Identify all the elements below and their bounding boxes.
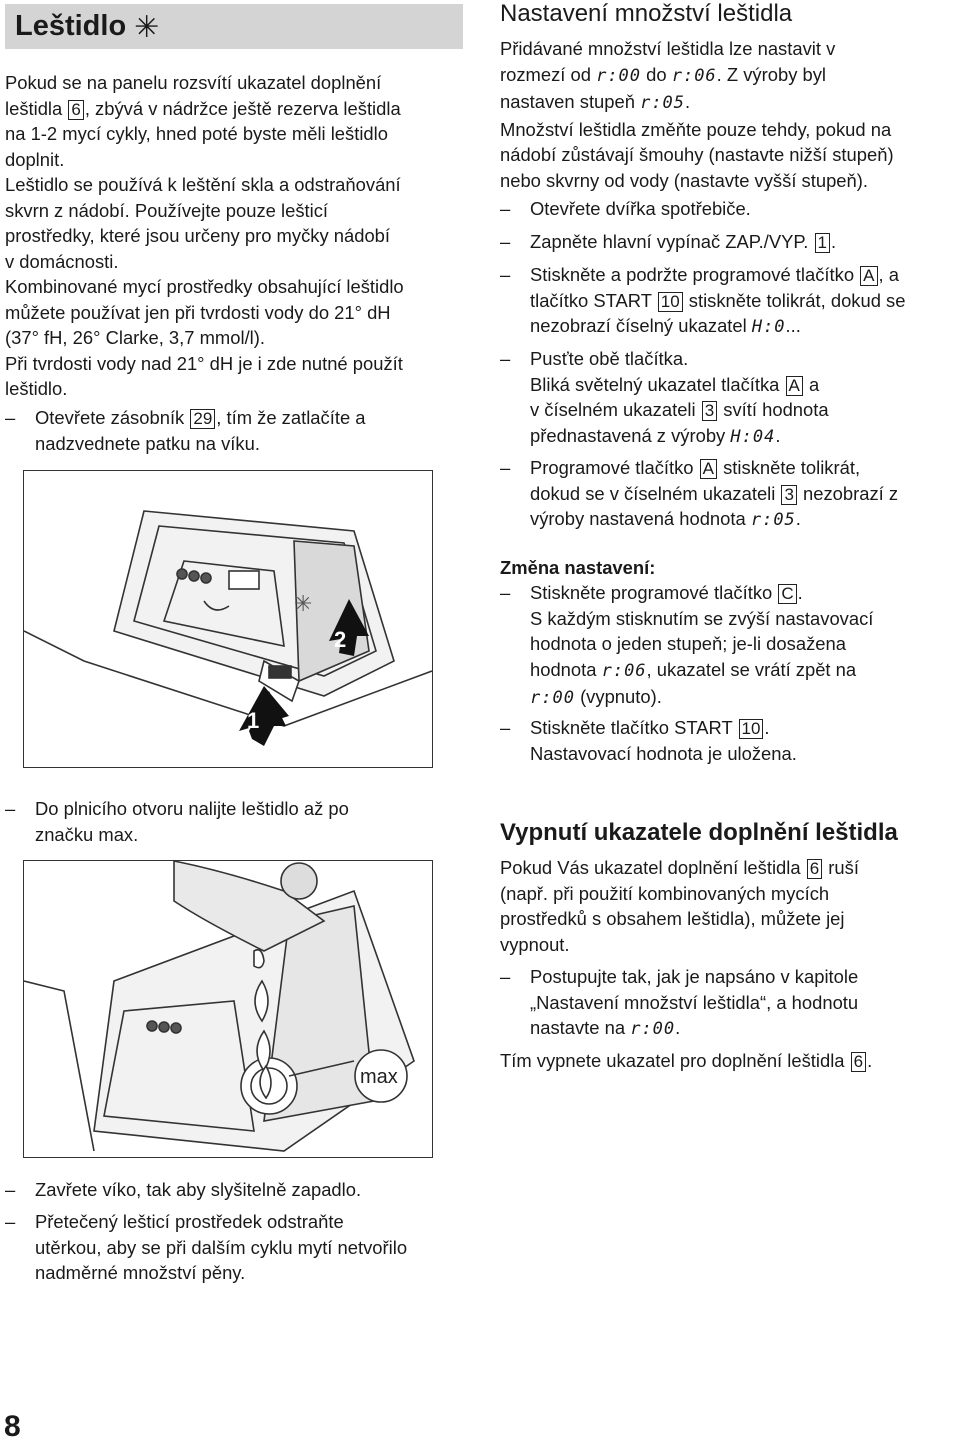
step-follow-chapter: – Postupujte tak, jak je napsáno v kapitole „Nastavení množství leštidla“, a hodnotu nastavte na r:00. bbox=[500, 966, 859, 1039]
max-mark-label: max bbox=[360, 1066, 398, 1088]
step-close-lid: – Zavřete víko, tak aby slyšitelně zapadlo. bbox=[5, 1179, 362, 1200]
sparkle-icon: ✳ bbox=[294, 592, 313, 617]
disable-intro: Pokud Vás ukazatel doplnění leštidla 6 ruší (např. při použití kombinovaných mycích prostředků s obsahem leštidla), můžete jej vypnout. bbox=[500, 857, 859, 955]
fig1-label-2: 2 bbox=[334, 627, 347, 652]
heading-disable-indicator: Vypnutí ukazatele doplnění leštidla bbox=[500, 819, 898, 846]
step-press-start: – Stiskněte tlačítko START 10 . Nastavovací hodnota je uložena. bbox=[500, 717, 797, 764]
page-number: 8 bbox=[4, 1410, 21, 1443]
display-value: r:06 bbox=[671, 65, 717, 86]
section-title: Leštidlo ✳ bbox=[5, 4, 463, 50]
fill-illustration bbox=[24, 861, 432, 1157]
disable-result: Tím vypnete ukazatel pro doplnění leštidla 6 . bbox=[500, 1050, 873, 1071]
step-release-buttons: – Pusťte obě tlačítka. Bliká světelný ukazatel tlačítka A a v číselném ukazateli 3 svítí hodnota přednastavená z výroby H:04. bbox=[500, 348, 829, 447]
heading-setting-amount: Nastavení množství leštidla bbox=[500, 0, 793, 27]
step-open-door: – Otevřete dvířka spotřebiče. bbox=[500, 198, 751, 219]
figure-fill-rinse-aid bbox=[23, 860, 433, 1158]
step-wipe-spill: – Přetečený lešticí prostředek odstraňte utěrkou, aby se při dalším cyklu mytí netvořilo nadměrné množství pěny. bbox=[5, 1211, 408, 1283]
display-value: r:05 bbox=[640, 93, 686, 113]
setting-intro: Přidávané množství leštidla lze nastavit v rozmezí od r:00 do r:06. Z výroby byl nastaven stupeň r:05. Množství leštidla změňte pouze tehdy, pokud na nádobí zůstávají šmouhy (nastavte nižší stupeň) nebo skvrny od vody (nastavte vyšší stupeň). bbox=[500, 38, 894, 191]
figure-open-dispenser bbox=[23, 470, 433, 768]
heading-change-setting: Změna nastavení: bbox=[500, 557, 656, 578]
step-main-switch: – Zapněte hlavní vypínač ZAP./VYP. 1 . bbox=[500, 231, 837, 252]
dispenser-illustration bbox=[24, 471, 432, 767]
step-fill-rinse-aid: – Do plnicího otvoru nalijte leštidlo až po značku max. bbox=[5, 798, 349, 845]
section-title-bar bbox=[5, 4, 463, 49]
rinse-aid-icon: ✳ bbox=[134, 11, 160, 44]
display-value: r:00 bbox=[596, 65, 642, 86]
indicator-ref-6: 6 bbox=[68, 100, 83, 120]
step-press-c: – Stiskněte programové tlačítko C . S každým stisknutím se zvýší nastavovací hodnota o jeden stupeň; je-li dosažena hodnota r:06, ukazatel se vrátí zpět na r:00 (vypnuto). bbox=[500, 582, 874, 708]
step-press-a-repeatedly: – Programové tlačítko A stiskněte tolikrát, dokud se v číselném ukazateli 3 nezobrazí z výroby nastavená hodnota r:05. bbox=[500, 457, 899, 530]
intro-paragraph: Pokud se na panelu rozsvítí ukazatel doplnění leštidla 6 , zbývá v nádržce ještě rezerva leštidla na 1-2 mycí cykly, hned poté byste měli leštidlo doplnit. Leštidlo se používá k leštění skla a odstraňování skvrn z nádobí. Používejte pouze lešticí prostředky, které jsou určeny pro myčky nádobí v domácnosti. Kombinované mycí prostředky obsahující leštidlo můžete používat jen při tvrdosti vody do 21° dH (37° fH, 26° Clarke, 3,7 mmol/l). Při tvrdosti vody nad 21° dH je i zde nutné použít leštidlo. bbox=[5, 72, 404, 399]
step-open-dispenser: – Otevřete zásobník 29 , tím že zatlačíte a nadzvednete patku na víku. bbox=[5, 407, 366, 454]
fig1-label-1: 1 bbox=[247, 708, 260, 733]
step-hold-buttons: – Stiskněte a podržte programové tlačítko A , a tlačítko START 10 stiskněte tolikrát, dokud se nezobrazí číselný ukazatel H:0... bbox=[500, 264, 906, 337]
